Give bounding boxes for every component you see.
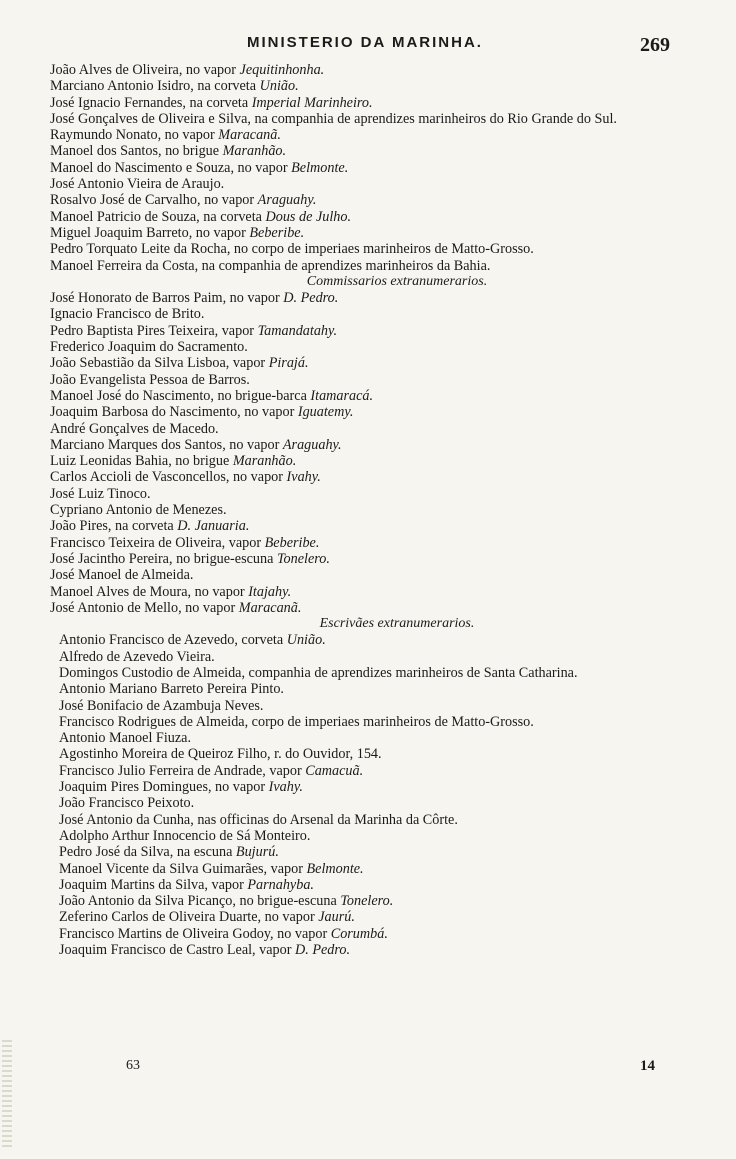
vessel-name: Beberibe.: [264, 534, 320, 551]
list-item: [50, 502, 687, 518]
list-item: [50, 241, 687, 257]
list-item: [50, 209, 687, 225]
entry-text: José Luiz Tinoco.: [50, 485, 151, 502]
list-item: [50, 290, 687, 306]
entry-text: Manoel Ferreira da Costa, na companhia de aprendizes marinheiros da Bahia.: [50, 257, 491, 274]
entry-text: Alfredo de Azevedo Vieira.: [59, 648, 215, 665]
entry-text: Miguel Joaquim Barreto, no vapor: [50, 224, 250, 241]
entry-text: João Francisco Peixoto.: [59, 795, 195, 812]
entry-text: Ignacio Francisco de Brito.: [50, 306, 205, 323]
vessel-name: D. Januaria.: [177, 518, 250, 535]
vessel-name: Beberibe.: [249, 224, 305, 241]
vessel-name: Jequitinhonha.: [239, 62, 325, 78]
vessel-name: Araguahy.: [282, 436, 342, 453]
entry-text: Antonio Francisco de Azevedo, corveta: [59, 632, 287, 649]
vessel-name: Camacuã.: [305, 762, 364, 779]
vessel-name: Maracanã.: [238, 599, 302, 616]
list-item: [59, 730, 687, 746]
list-item: [50, 404, 687, 420]
entry-text: José Ignacio Fernandes, na corveta: [50, 94, 252, 111]
list-item: [50, 567, 687, 583]
list-item: [50, 518, 687, 534]
entry-text: José Jacintho Pereira, no brigue-escuna: [50, 550, 277, 567]
entry-text: José Manoel de Almeida.: [50, 567, 194, 584]
list-item: [50, 584, 687, 600]
section-heading-escrivaes: Escrivães extranumerarios.: [319, 616, 475, 632]
entry-text: João Pires, na corveta: [50, 518, 178, 535]
list-item: [59, 828, 687, 844]
entry-text: Marciano Marques dos Santos, no vapor: [50, 436, 283, 453]
scan-edge-noise: [2, 1040, 12, 1150]
entry-text: Manoel dos Santos, no brigue: [50, 143, 223, 160]
list-item: [59, 649, 687, 665]
vessel-name: Araguahy.: [257, 192, 317, 209]
entry-text: João Evangelista Pessoa de Barros.: [50, 371, 250, 388]
vessel-name: Tamandatahy.: [257, 322, 338, 339]
vessel-name: Belmonte.: [291, 159, 349, 176]
vessel-name: Jaurú.: [318, 909, 355, 926]
list-item: [50, 388, 687, 404]
list-item: [59, 746, 687, 762]
footer-mark: 14: [640, 1058, 655, 1074]
entry-text: Antonio Mariano Barreto Pereira Pinto.: [59, 681, 284, 698]
entry-text: José Gonçalves de Oliveira e Silva, na companhia de aprendizes marinheiros do Rio Grande do Sul.: [50, 110, 617, 127]
entry-text: Pedro Torquato Leite da Rocha, no corpo de imperiaes marinheiros de Matto-Grosso.: [50, 241, 534, 258]
list-item: [50, 192, 687, 208]
entry-text: Frederico Joaquim do Sacramento.: [50, 339, 248, 356]
vessel-name: Itamaracá.: [310, 387, 374, 404]
vessel-name: Maranhão.: [222, 143, 287, 160]
list-item: [59, 665, 687, 681]
list-item: [59, 877, 687, 893]
list-item: [59, 942, 687, 958]
vessel-name: Itajahy.: [248, 583, 292, 600]
vessel-name: D. Pedro.: [283, 290, 339, 307]
list-item: [59, 714, 687, 730]
list-item: [59, 681, 687, 697]
page-number: 269: [640, 34, 670, 56]
list-item: [59, 812, 687, 828]
list-item: [50, 535, 687, 551]
list-item: [50, 111, 687, 127]
entry-text: Francisco Martins de Oliveira Godoy, no vapor: [59, 925, 331, 942]
entry-text: José Honorato de Barros Paim, no vapor: [50, 290, 284, 307]
list-item: [50, 62, 687, 78]
list-item: [59, 698, 687, 714]
entry-text: Manoel Patricio de Souza, na corveta: [50, 208, 266, 225]
entry-text: João Sebastião da Silva Lisboa, vapor: [50, 355, 269, 372]
entry-text: Manoel Alves de Moura, no vapor: [50, 583, 249, 600]
entry-text: José Antonio da Cunha, nas officinas do Arsenal da Marinha da Côrte.: [59, 811, 458, 828]
page-header: [0, 34, 736, 56]
list-item: [59, 763, 687, 779]
entry-text: João Antonio da Silva Picanço, no brigue-escuna: [59, 893, 341, 910]
entry-text: Francisco Teixeira de Oliveira, vapor: [50, 534, 265, 551]
vessel-name: Tonelero.: [340, 893, 394, 910]
entry-text: Francisco Rodrigues de Almeida, corpo de imperiaes marinheiros de Matto-Grosso.: [59, 713, 534, 730]
vessel-name: União.: [259, 78, 299, 95]
list-item: [50, 95, 687, 111]
list-item: [50, 486, 687, 502]
entry-text: Domingos Custodio de Almeida, companhia de aprendizes marinheiros de Santa Catharina.: [59, 664, 578, 681]
list-item: [50, 600, 687, 616]
entry-text: Pedro Baptista Pires Teixeira, vapor: [50, 322, 258, 339]
list-item: [50, 127, 687, 143]
entry-text: Joaquim Martins da Silva, vapor: [59, 876, 248, 893]
vessel-name: Maracanã.: [218, 127, 281, 144]
vessel-name: Parnahyba.: [247, 876, 314, 893]
list-item: [50, 258, 687, 274]
entry-text: Pedro José da Silva, na escuna: [59, 844, 236, 861]
entry-text: José Antonio Vieira de Araujo.: [50, 176, 225, 193]
vessel-name: Maranhão.: [232, 453, 297, 470]
vessel-name: D. Pedro.: [295, 942, 351, 959]
list-item: [59, 861, 687, 877]
entry-text: João Alves de Oliveira, no vapor: [50, 62, 240, 78]
vessel-name: Pirajá.: [268, 355, 309, 372]
vessel-name: União.: [286, 632, 326, 649]
vessel-name: Iguatemy.: [297, 404, 354, 421]
vessel-name: Bujurú.: [235, 844, 279, 861]
entry-text: Joaquim Barbosa do Nascimento, no vapor: [50, 404, 298, 421]
vessel-name: Dous de Julho.: [265, 208, 352, 225]
list-item: [50, 225, 687, 241]
entry-text: Zeferino Carlos de Oliveira Duarte, no vapor: [59, 909, 319, 926]
list-item: [50, 469, 687, 485]
list-item: [50, 551, 687, 567]
list-item: [50, 453, 687, 469]
signature-mark: 63: [126, 1058, 140, 1073]
page-footer: [0, 1058, 736, 1078]
entry-text: Luiz Leonidas Bahia, no brigue: [50, 453, 233, 470]
list-item: [50, 176, 687, 192]
entry-text: Manoel José do Nascimento, no brigue-barca: [50, 387, 311, 404]
section-list-1: [47, 62, 687, 274]
list-item: [50, 437, 687, 453]
vessel-name: Ivahy.: [286, 469, 321, 486]
entry-text: Marciano Antonio Isidro, na corveta: [50, 78, 260, 95]
entry-text: Manoel Vicente da Silva Guimarães, vapor: [59, 860, 307, 877]
entry-text: Francisco Julio Ferreira de Andrade, vapor: [59, 762, 306, 779]
entry-text: José Antonio de Mello, no vapor: [50, 599, 239, 616]
list-item: [50, 78, 687, 94]
entry-text: Carlos Accioli de Vasconcellos, no vapor: [50, 469, 287, 486]
entry-text: André Gonçalves de Macedo.: [50, 420, 219, 437]
entry-text: Cypriano Antonio de Menezes.: [50, 502, 227, 519]
section-heading-commissarios: Commissarios extranumerarios.: [306, 273, 488, 289]
list-item: [50, 355, 687, 371]
list-item: [59, 795, 687, 811]
list-item: [50, 143, 687, 159]
entry-text: Rosalvo José de Carvalho, no vapor: [50, 192, 258, 209]
list-item: [59, 909, 687, 925]
list-item: [50, 160, 687, 176]
body-text: [47, 62, 687, 958]
entry-text: Agostinho Moreira de Queiroz Filho, r. do Ouvidor, 154.: [59, 746, 382, 763]
entry-text: Antonio Manoel Fiuza.: [59, 730, 192, 747]
list-item: [59, 926, 687, 942]
list-item: [50, 339, 687, 355]
list-item: [50, 372, 687, 388]
running-title: MINISTERIO DA MARINHA.: [247, 34, 483, 51]
vessel-name: Corumbá.: [330, 925, 388, 942]
entry-text: Adolpho Arthur Innocencio de Sá Monteiro.: [59, 827, 311, 844]
entry-text: Joaquim Pires Domingues, no vapor: [59, 779, 269, 796]
list-item: [59, 779, 687, 795]
list-item: [50, 421, 687, 437]
list-item: [59, 632, 687, 648]
section-list-3: [47, 632, 687, 958]
entry-text: Raymundo Nonato, no vapor: [50, 127, 219, 144]
vessel-name: Ivahy.: [268, 779, 303, 796]
list-item: [50, 323, 687, 339]
entry-text: José Bonifacio de Azambuja Neves.: [59, 697, 264, 714]
list-item: [50, 306, 687, 322]
list-item: [59, 844, 687, 860]
list-item: [59, 893, 687, 909]
section-list-2: [47, 290, 687, 616]
vessel-name: Tonelero.: [276, 550, 330, 567]
vessel-name: Belmonte.: [306, 860, 364, 877]
entry-text: Manoel do Nascimento e Souza, no vapor: [50, 159, 292, 176]
vessel-name: Imperial Marinheiro.: [251, 94, 373, 111]
entry-text: Joaquim Francisco de Castro Leal, vapor: [59, 942, 295, 959]
